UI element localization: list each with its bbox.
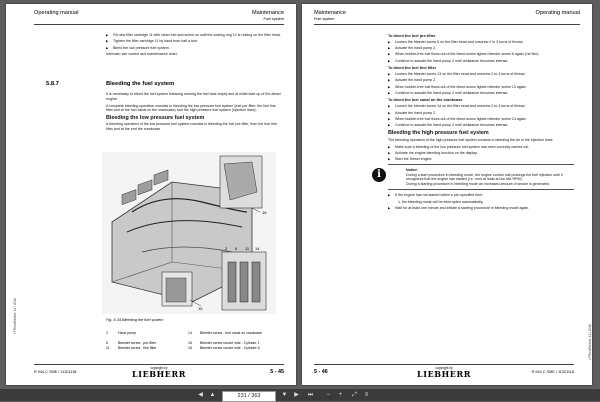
- top-steps: [106, 33, 282, 59]
- callout-label: 16: [262, 210, 267, 215]
- down-arrow-icon[interactable]: ▼: [281, 392, 288, 398]
- legend-number: 2: [106, 331, 108, 335]
- legend-number: 11: [106, 346, 110, 350]
- paragraph: It is necessary to bleed the fuel system following running the fuel tank empty and at initial start up of the diesel engine.: [106, 92, 281, 101]
- step-item: ▶ Make sure a bleeding of the low pressure fuel system has been correctly carried out.: [388, 145, 574, 150]
- step-item: ▶ Wait for at least one minute and initiate a starting procedure in bleeding mode again.: [388, 206, 574, 211]
- left-page: [6, 4, 296, 385]
- callout-label: 15: [198, 306, 203, 311]
- step-item: ▶ Loosen the bleeder screw 14 on the filter head and unscrew 2 to 3 turns of thread.: [388, 104, 574, 109]
- step-item: ▶ When bubble-free fuel flows out of the bleed screw tighten bleeder screw 14 again.: [388, 117, 574, 122]
- legend-text: Bleeder screw - fine filter: [118, 346, 157, 350]
- callout-label: 11: [245, 246, 250, 251]
- zoom-out-icon[interactable]: −: [326, 392, 331, 398]
- header-chapter: Maintenance: [314, 10, 347, 16]
- step-item: ▶ Fill new filter cartridge 11 with clean fuel and screw on until the sealing ring 12 is resting on the filter head.: [106, 33, 282, 38]
- step-item: ▶ When bubble-free fuel flows out of the bleed screw tighten bleeder screw 6 again (1st Nm).: [388, 52, 574, 57]
- legend-text: Bleeder screw nozzle side - Cylinder 6: [200, 346, 260, 350]
- notice-text: During a starting procedure in bleeding mode an increased amount of smoke is generated.: [406, 181, 550, 186]
- step-item: ▶ Start the Diesel engine.: [388, 157, 574, 162]
- brand-block: [132, 366, 186, 378]
- section-number: 5.8.7: [46, 81, 59, 87]
- info-icon: i: [372, 168, 386, 182]
- section-title: Bleeding the fuel system: [106, 81, 175, 87]
- step-result: [388, 200, 574, 205]
- step-item: ▶ If the engine has not started within a pre-specified time:: [388, 193, 574, 198]
- legend-text: Hand pump: [118, 331, 137, 335]
- edition-side-text: LFR/en/Edition: 11 / 2016: [588, 324, 592, 360]
- edition-side-text: LFR/en/Edition: 11 / 2016: [13, 298, 17, 334]
- viewer-toolbar: [0, 389, 600, 401]
- intervals-note: Intervals: see control and maintenance chart.: [106, 52, 178, 57]
- callout-label: 6: [235, 246, 238, 251]
- step-item: ▶ When bubble-free fuel flows out of the bleed screw tighten bleeder screw 13 again.: [388, 85, 574, 90]
- group-title: To bleed the fuel pre-filter: [388, 32, 436, 38]
- figure-caption: Fig. 5-34 Bleeding the fuel system: [106, 318, 164, 322]
- page-footer: [34, 364, 284, 379]
- last-page-icon[interactable]: ⏭: [307, 392, 314, 398]
- step-item: ▶ Tighten the filter cartridge 11 by hand from half a turn.: [106, 39, 282, 44]
- liebherr-logo: LIEBHERR: [132, 369, 186, 379]
- paragraph: The bleeding operation of the high pressure fuel system consists in bleeding the air in the injection lines.: [388, 137, 554, 142]
- header-manual-label: Operating manual: [34, 10, 79, 16]
- step-result-text: the bleeding mode will be interrupted automatically.: [402, 199, 484, 204]
- right-body: [377, 31, 574, 213]
- subsection-title: Bleeding the high pressure fuel system: [388, 130, 489, 137]
- page-footer: [314, 364, 574, 379]
- up-arrow-icon[interactable]: ▲: [209, 392, 216, 398]
- page-header: [34, 10, 284, 25]
- page-header: [314, 10, 580, 25]
- brand-block: [417, 366, 471, 378]
- legend-text: Bleeder screw - fuel canal on crankcase: [200, 331, 263, 335]
- header-chapter: Maintenance: [251, 10, 284, 16]
- step-item: ▶ Actuate the hand pump 2.: [388, 46, 574, 51]
- engine-figure: [102, 152, 276, 314]
- callout-label: 2: [225, 246, 228, 251]
- legend-number: 16: [188, 346, 192, 350]
- group-title: To bleed the fuel fine filter: [388, 64, 437, 70]
- group-title: To bleed the fuel canal on the crankcase: [388, 97, 463, 103]
- step-item: ▶ Continue to actuate the hand pump 2 until resistance becomes intense.: [388, 91, 574, 96]
- zoom-in-icon[interactable]: +: [338, 392, 343, 398]
- paragraph: A bleeding operation of the low pressure fuel system consists in bleeding the fuel pre-filter, then the fuel fine filter and at the end the crankcase: [106, 122, 278, 131]
- step-item: ▶ Loosen the bleeder screw 13 on the filter head and unscrew 2 to 3 turns of thread.: [388, 72, 574, 77]
- notice-text: During a start procedure in bleeding mode, the engine control unit prolongs the fuel injection until it recognizes that the engine has started (i.e. runs at least at low idle RPM).: [406, 172, 563, 182]
- legend-text: Bleeder screw nozzle side - Cylinder 1: [200, 341, 260, 345]
- divider: [388, 189, 574, 190]
- step-item: ▶ Loosen the bleeder screw 6 on the filter head and unscrew 2 to 3 turns of thread.: [388, 40, 574, 45]
- copyright-text: copyright by: [435, 366, 453, 370]
- legend-number: 14: [188, 331, 192, 335]
- notice-box: [377, 168, 574, 186]
- divider: [388, 164, 574, 165]
- page-number-input[interactable]: 231 / 363: [222, 391, 276, 402]
- footer-model: R 944 C SME / 11321118: [34, 370, 77, 374]
- liebherr-logo: LIEBHERR: [417, 369, 471, 379]
- right-page: [302, 4, 592, 385]
- callout-label: 14: [255, 246, 260, 251]
- page-number: 5 - 45: [270, 369, 284, 375]
- step-item: ▶ Activate the engine bleeding function on the display.: [388, 151, 574, 156]
- paragraph: A complete bleeding operation consists in bleeding the low pressure fuel system (fuel pre-filter, the fuel fine filter and at the fuel canal on the crankcase) and the high pressure fuel system (injection lines).: [106, 103, 276, 113]
- header-section: Fuel system: [314, 17, 335, 21]
- header-section: Fuel system: [263, 17, 284, 21]
- legend-number: 15: [188, 341, 192, 345]
- previous-page-icon[interactable]: ◀: [198, 392, 203, 398]
- copyright-text: copyright by: [150, 366, 168, 370]
- section-body: [106, 92, 282, 134]
- step-item: ▶ Continue to actuate the hand pump 2 until resistance becomes intense.: [388, 123, 574, 128]
- page-number: 5 - 46: [314, 369, 328, 375]
- legend-number: 6: [106, 341, 108, 345]
- notice-title: Notice: [406, 168, 417, 173]
- footer-model: R 944 C SME / 11321118: [531, 370, 574, 374]
- next-page-icon[interactable]: ▶: [294, 392, 299, 398]
- fit-page-icon[interactable]: ⤢: [352, 392, 357, 398]
- step-item: ▶ Actuate the hand pump 2.: [388, 111, 574, 116]
- step-item: ▶ Continue to actuate the hand pump 2 until resistance becomes intense.: [388, 59, 574, 64]
- result-arrow-icon: ↳: [398, 199, 403, 204]
- step-item: ▶ Bleed the low pressure fuel system.: [106, 46, 282, 51]
- step-item: ▶ Actuate the hand pump 2.: [388, 78, 574, 83]
- header-manual-label: Operating manual: [535, 10, 580, 16]
- legend-text: Bleeder screw - pre-filter: [118, 341, 157, 345]
- subsection-title: Bleeding the low pressure fuel system: [106, 114, 205, 121]
- menu-icon[interactable]: ≡: [364, 392, 369, 398]
